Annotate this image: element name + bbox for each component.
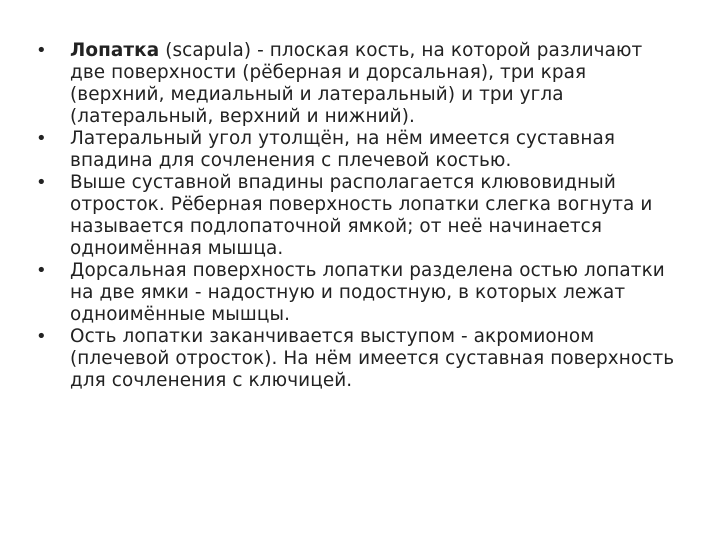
list-item-text: Латеральный угол утолщён, на нём имеется суставная впадина для сочленения с плечевой костью.: [70, 128, 616, 171]
bullet-icon: •: [36, 172, 47, 193]
list-item: [36, 128, 680, 172]
list-item-text: (scapula) - плоская кость, на которой различают две поверхности (рёберная и дорсальная), три края (верхний, медиальный и латеральный) и три угла (латеральный, верхний и нижний).: [70, 40, 643, 127]
list-item-text: Выше суставной впадины располагается клювовидный отросток. Рёберная поверхность лопатки слегка вогнута и называется подлопаточной ямкой; от неё начинается одноимённая мышца.: [70, 172, 653, 259]
list-item: [36, 260, 680, 326]
bullet-icon: •: [36, 260, 47, 281]
term-bold: Лопатка: [70, 40, 160, 61]
bullet-icon: •: [36, 326, 47, 347]
bullet-list: [36, 40, 680, 392]
list-item-text: Ость лопатки заканчивается выступом - акромионом (плечевой отросток). На нём имеется суставная поверхность для сочленения с ключицей.: [70, 326, 675, 391]
list-item: [36, 172, 680, 260]
bullet-icon: •: [36, 128, 47, 149]
list-item: [36, 40, 680, 128]
list-item: [36, 326, 680, 392]
bullet-icon: •: [36, 40, 47, 61]
list-item-text: Дорсальная поверхность лопатки разделена остью лопатки на две ямки - надостную и подостную, в которых лежат одноимённые мышцы.: [70, 260, 665, 325]
